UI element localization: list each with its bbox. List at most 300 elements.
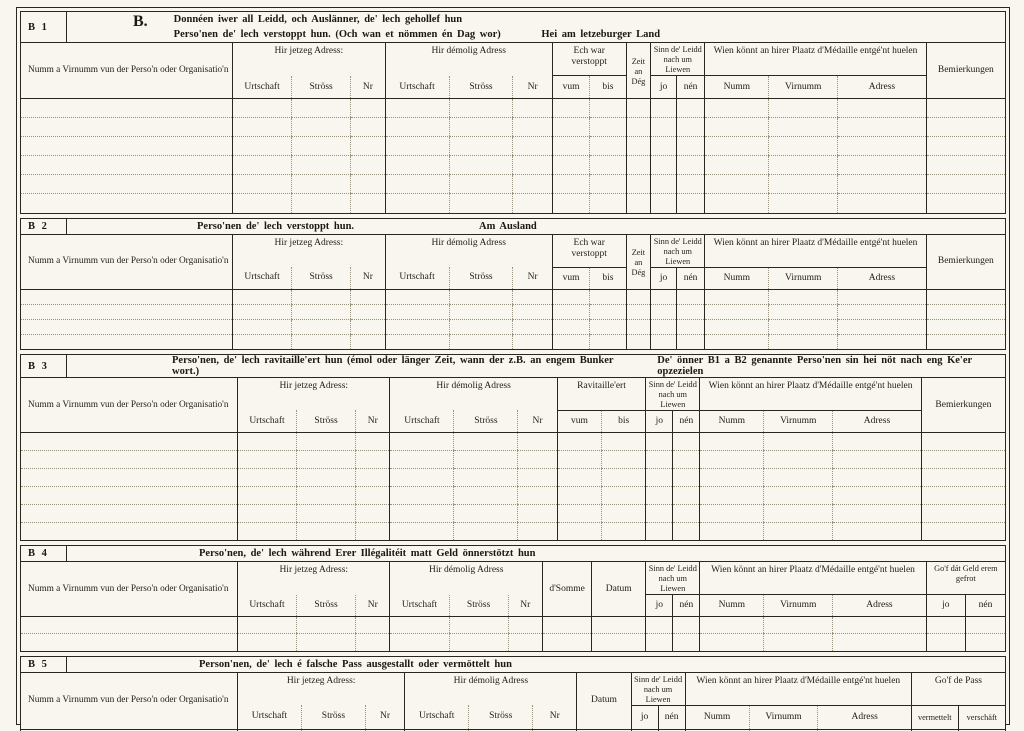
subheader-jo: jo <box>631 705 658 729</box>
entry-cell <box>297 486 356 504</box>
entry-cell <box>764 432 833 450</box>
entry-cell <box>297 504 356 522</box>
entry-cell <box>351 289 385 304</box>
entry-cell <box>590 289 626 304</box>
entry-cell <box>552 137 589 156</box>
entry-cell <box>233 118 292 137</box>
entry-cell <box>833 504 922 522</box>
subheader-stross: Ströss <box>292 267 351 289</box>
entry-cell <box>676 99 705 118</box>
b5-section-label: B 5 <box>21 657 67 672</box>
entry-cell <box>385 319 449 334</box>
subheader-stross: Ströss <box>297 595 356 617</box>
entry-cell <box>764 522 833 540</box>
entry-cell <box>833 522 922 540</box>
entry-cell <box>926 156 1005 175</box>
entry-cell <box>233 304 292 319</box>
entry-cell <box>449 175 513 194</box>
b3-section-label: B 3 <box>21 355 67 377</box>
former-address-header: Hir démolig Adress <box>390 562 543 594</box>
entry-cell <box>385 194 449 213</box>
entry-cell <box>602 468 646 486</box>
entry-cell <box>646 634 673 651</box>
medal-column-header: Wien könnt an hirer Plaatz d'Médaille entgé'nt huelen <box>700 378 921 410</box>
entry-cell <box>626 175 651 194</box>
entry-cell <box>673 522 700 540</box>
entry-cell <box>676 289 705 304</box>
subheader-nr: Nr <box>513 76 552 99</box>
entry-cell <box>292 156 351 175</box>
entry-cell <box>838 194 927 213</box>
subheader-bis: bis <box>590 76 626 99</box>
entry-cell <box>926 137 1005 156</box>
entry-cell <box>926 289 1005 304</box>
subheader-nen: nén <box>676 267 705 289</box>
subheader-bis: bis <box>590 267 626 289</box>
entry-row <box>21 304 1005 319</box>
entry-cell <box>838 118 927 137</box>
entry-cell <box>651 194 677 213</box>
b1-title-line2-text: Perso'nen de' lech verstoppt hun. (Och wan et nömmen én Dag wor) <box>173 28 501 40</box>
entry-cell <box>602 504 646 522</box>
entry-cell <box>518 468 557 486</box>
entry-cell <box>237 504 296 522</box>
entry-cell <box>764 504 833 522</box>
entry-cell <box>385 99 449 118</box>
entry-cell <box>552 118 589 137</box>
entry-cell <box>673 468 700 486</box>
entry-cell <box>700 450 764 468</box>
b1-section-label: B 1 <box>21 12 67 42</box>
entry-cell <box>626 137 651 156</box>
form-sheet <box>16 7 1010 725</box>
subheader-virnumm: Virnumm <box>764 410 833 432</box>
entry-cell <box>237 617 296 634</box>
entry-cell <box>351 156 385 175</box>
medal-column-header: Wien könnt an hirer Plaatz d'Médaille entgé'nt huelen <box>705 43 926 75</box>
entry-cell <box>764 617 833 634</box>
subheader-verschaft: verschäft <box>958 705 1005 729</box>
entry-row <box>21 334 1005 349</box>
entry-cell <box>297 617 356 634</box>
subheader-nr: Nr <box>351 267 385 289</box>
former-address-header: Hir démolig Adress <box>390 378 557 410</box>
entry-row <box>21 634 1005 651</box>
entry-cell <box>838 304 927 319</box>
entry-cell <box>926 118 1005 137</box>
subheader-virnumm: Virnumm <box>769 76 838 99</box>
subheader-nen: nén <box>673 410 700 432</box>
b4-section-label: B 4 <box>21 546 67 561</box>
entry-cell <box>838 156 927 175</box>
entry-cell <box>513 156 552 175</box>
entry-cell <box>518 504 557 522</box>
entry-cell <box>21 450 237 468</box>
entry-cell <box>297 432 356 450</box>
b1-title-line1: Donnéen iwer all Leidd, och Auslänner, de' lech gehollef hun <box>173 14 463 25</box>
alive-column-header: Sinn de' Leidd nach um Liewen <box>631 673 685 705</box>
entry-cell <box>769 137 838 156</box>
former-address-header: Hir démolig Adress <box>385 235 552 267</box>
entry-cell <box>552 194 589 213</box>
entry-cell <box>705 334 769 349</box>
b2-table <box>21 235 1005 349</box>
subheader-vum: vum <box>552 76 589 99</box>
subheader-nr: Nr <box>351 76 385 99</box>
entry-cell <box>646 504 673 522</box>
entry-cell <box>390 432 454 450</box>
entry-cell <box>454 468 518 486</box>
entry-cell <box>454 522 518 540</box>
entry-cell <box>356 450 390 468</box>
entry-cell <box>351 319 385 334</box>
entry-cell <box>449 118 513 137</box>
entry-cell <box>518 432 557 450</box>
subheader-adress: Adress <box>833 410 922 432</box>
ravitailleert-header: Ravitaille'ert <box>557 378 646 410</box>
entry-cell <box>626 334 651 349</box>
section-b2 <box>20 218 1006 350</box>
entry-cell <box>700 617 764 634</box>
entry-cell <box>297 634 356 651</box>
subheader-virnumm: Virnumm <box>764 595 833 617</box>
entry-cell <box>769 334 838 349</box>
entry-cell <box>838 289 927 304</box>
entry-cell <box>651 304 677 319</box>
entry-cell <box>966 617 1005 634</box>
entry-cell <box>351 304 385 319</box>
entry-cell <box>552 99 589 118</box>
entry-cell <box>390 450 454 468</box>
entry-cell <box>838 334 927 349</box>
entry-cell <box>390 504 454 522</box>
entry-cell <box>449 137 513 156</box>
entry-cell <box>351 194 385 213</box>
entry-row <box>21 319 1005 334</box>
subheader-urtschaft: Urtschaft <box>385 267 449 289</box>
entry-cell <box>921 522 1005 540</box>
entry-cell <box>651 156 677 175</box>
hidden-period-header: Ech war verstoppt <box>552 43 626 75</box>
entry-cell <box>351 99 385 118</box>
entry-cell <box>21 118 233 137</box>
entry-cell <box>233 289 292 304</box>
entry-cell <box>557 468 601 486</box>
entry-cell <box>673 617 700 634</box>
entry-cell <box>673 450 700 468</box>
entry-cell <box>356 617 390 634</box>
zeit-column-header: Zeit an Dég <box>626 43 651 98</box>
entry-cell <box>449 99 513 118</box>
section-b4 <box>20 545 1006 651</box>
entry-cell <box>700 468 764 486</box>
entry-cell <box>449 634 508 651</box>
entry-row <box>21 486 1005 504</box>
entry-cell <box>21 304 233 319</box>
entry-cell <box>921 432 1005 450</box>
alive-column-header: Sinn de' Leidd nach um Liewen <box>651 43 705 75</box>
subheader-urtschaft: Urtschaft <box>233 267 292 289</box>
entry-cell <box>769 99 838 118</box>
subheader-nr: Nr <box>533 705 577 729</box>
entry-cell <box>673 486 700 504</box>
entry-cell <box>390 468 454 486</box>
entry-cell <box>513 118 552 137</box>
entry-cell <box>390 634 449 651</box>
entry-cell <box>390 486 454 504</box>
b3-title: Perso'nen, de' lech ravitaille'ert hun (émol oder länger Zeit, wann der z.B. an engem Bunker wort.) <box>172 355 614 378</box>
b1-titles <box>174 12 660 42</box>
entry-cell <box>646 450 673 468</box>
entry-cell <box>518 450 557 468</box>
subheader-stross: Ströss <box>292 76 351 99</box>
entry-cell <box>590 175 626 194</box>
entry-cell <box>676 118 705 137</box>
entry-cell <box>237 522 296 540</box>
entry-cell <box>602 432 646 450</box>
entry-cell <box>557 522 601 540</box>
entry-cell <box>590 156 626 175</box>
b5-table <box>21 673 1005 731</box>
name-column-header: Numm a Virnumm vun der Perso'n oder Organisatio'n <box>21 235 233 289</box>
zeit-column-header: Zeit an Dég <box>626 235 651 289</box>
entry-cell <box>651 137 677 156</box>
subheader-adress: Adress <box>838 76 927 99</box>
entry-cell <box>673 504 700 522</box>
entry-cell <box>292 289 351 304</box>
entry-cell <box>356 468 390 486</box>
entry-cell <box>676 194 705 213</box>
entry-cell <box>449 194 513 213</box>
entry-cell <box>926 334 1005 349</box>
entry-cell <box>626 156 651 175</box>
entry-cell <box>508 617 542 634</box>
current-address-header: Hir jetzeg Adress: <box>233 43 386 75</box>
entry-cell <box>292 118 351 137</box>
entry-cell <box>385 156 449 175</box>
entry-cell <box>764 450 833 468</box>
entry-cell <box>552 156 589 175</box>
entry-cell <box>769 118 838 137</box>
subheader-nen: nén <box>966 595 1005 617</box>
current-address-header: Hir jetzeg Adress: <box>237 562 390 594</box>
subheader-vermettelt: vermettelt <box>911 705 958 729</box>
entry-cell <box>646 486 673 504</box>
entry-cell <box>454 450 518 468</box>
entry-cell <box>764 468 833 486</box>
entry-cell <box>21 617 237 634</box>
entry-cell <box>651 319 677 334</box>
entry-cell <box>838 175 927 194</box>
medal-column-header: Wien könnt an hirer Plaatz d'Médaille entgé'nt huelen <box>685 673 911 705</box>
entry-cell <box>454 432 518 450</box>
entry-cell <box>921 486 1005 504</box>
entry-cell <box>673 634 700 651</box>
entry-cell <box>769 289 838 304</box>
entry-row <box>21 522 1005 540</box>
entry-cell <box>513 99 552 118</box>
entry-cell <box>21 137 233 156</box>
subheader-stross: Ströss <box>297 410 356 432</box>
entry-cell <box>552 175 589 194</box>
entry-cell <box>700 634 764 651</box>
entry-row <box>21 468 1005 486</box>
entry-cell <box>21 99 233 118</box>
entry-cell <box>21 522 237 540</box>
subheader-adress: Adress <box>838 267 927 289</box>
b2-titlebar <box>21 219 1005 235</box>
entry-cell <box>592 617 646 634</box>
entry-cell <box>651 334 677 349</box>
b1-location-label: Hei am letzeburger Land <box>541 28 661 40</box>
remarks-column-header: Bemierkungen <box>926 43 1005 98</box>
entry-cell <box>926 617 965 634</box>
entry-cell <box>449 319 513 334</box>
remarks-column-header: Bemierkungen <box>921 378 1005 432</box>
entry-cell <box>676 334 705 349</box>
entry-cell <box>769 175 838 194</box>
entry-cell <box>21 334 233 349</box>
subheader-nr: Nr <box>513 267 552 289</box>
subheader-nr: Nr <box>518 410 557 432</box>
entry-cell <box>21 486 237 504</box>
entry-cell <box>513 175 552 194</box>
entry-row <box>21 194 1005 213</box>
b1-entry-rows <box>21 99 1005 213</box>
subheader-jo: jo <box>926 595 965 617</box>
entry-cell <box>705 99 769 118</box>
entry-cell <box>705 118 769 137</box>
entry-cell <box>838 319 927 334</box>
subheader-jo: jo <box>646 410 673 432</box>
b3-note: De' önner B1 a B2 genannte Perso'nen sin hei nöt nach eng Ke'er opzezielen <box>657 355 972 378</box>
entry-cell <box>705 304 769 319</box>
entry-cell <box>513 334 552 349</box>
entry-cell <box>513 137 552 156</box>
entry-cell <box>385 175 449 194</box>
entry-cell <box>237 468 296 486</box>
entry-cell <box>449 617 508 634</box>
subheader-jo: jo <box>651 76 677 99</box>
b1-table <box>21 43 1005 212</box>
b3-titlebar <box>21 355 1005 378</box>
entry-row <box>21 137 1005 156</box>
entry-cell <box>351 334 385 349</box>
entry-cell <box>557 432 601 450</box>
entry-cell <box>838 137 927 156</box>
entry-row <box>21 99 1005 118</box>
subheader-adress: Adress <box>833 595 926 617</box>
entry-cell <box>518 486 557 504</box>
subheader-jo: jo <box>646 595 673 617</box>
entry-cell <box>542 634 591 651</box>
current-address-header: Hir jetzeg Adress: <box>237 673 404 705</box>
entry-cell <box>518 522 557 540</box>
entry-cell <box>237 450 296 468</box>
subheader-nr: Nr <box>508 595 542 617</box>
entry-cell <box>356 486 390 504</box>
entry-cell <box>590 99 626 118</box>
entry-cell <box>626 304 651 319</box>
subheader-adress: Adress <box>818 705 911 729</box>
datum-column-header: Datum <box>592 562 646 616</box>
subheader-nen: nén <box>673 595 700 617</box>
entry-row <box>21 156 1005 175</box>
entry-cell <box>233 156 292 175</box>
entry-cell <box>921 468 1005 486</box>
b3-table <box>21 378 1005 540</box>
entry-cell <box>356 634 390 651</box>
subheader-bis: bis <box>602 410 646 432</box>
name-column-header: Numm a Virnumm vun der Perso'n oder Organisatio'n <box>21 378 237 432</box>
entry-cell <box>769 319 838 334</box>
entry-cell <box>21 468 237 486</box>
medal-column-header: Wien könnt an hirer Plaatz d'Médaille entgé'nt huelen <box>705 235 926 267</box>
b4-title: Perso'nen, de' lech während Erer Illégalitéit matt Geld önnerstötzt hun <box>199 548 536 560</box>
section-b1 <box>20 11 1006 214</box>
entry-cell <box>926 99 1005 118</box>
entry-cell <box>390 617 449 634</box>
entry-cell <box>351 118 385 137</box>
entry-cell <box>590 194 626 213</box>
subheader-vum: vum <box>552 267 589 289</box>
entry-cell <box>646 522 673 540</box>
datum-column-header: Datum <box>577 673 631 729</box>
entry-cell <box>700 522 764 540</box>
entry-cell <box>833 432 922 450</box>
subheader-virnumm: Virnumm <box>749 705 818 729</box>
subheader-numm: Numm <box>685 705 749 729</box>
entry-cell <box>764 634 833 651</box>
subheader-numm: Numm <box>705 76 769 99</box>
entry-row <box>21 617 1005 634</box>
entry-cell <box>602 450 646 468</box>
current-address-header: Hir jetzeg Adress: <box>233 235 386 267</box>
subheader-nr: Nr <box>365 705 404 729</box>
entry-cell <box>626 319 651 334</box>
subheader-urtschaft: Urtschaft <box>390 410 454 432</box>
entry-cell <box>646 468 673 486</box>
entry-cell <box>552 334 589 349</box>
former-address-header: Hir démolig Adress <box>385 43 552 75</box>
medal-column-header: Wien könnt an hirer Plaatz d'Médaille entgé'nt huelen <box>700 562 926 594</box>
entry-cell <box>385 304 449 319</box>
subheader-stross: Ströss <box>449 76 513 99</box>
entry-row <box>21 289 1005 304</box>
remarks-column-header: Bemierkungen <box>926 235 1005 289</box>
subheader-nen: nén <box>676 76 705 99</box>
b5-titlebar <box>21 657 1005 673</box>
entry-cell <box>676 319 705 334</box>
hidden-period-header: Ech war verstoppt <box>552 235 626 267</box>
entry-cell <box>590 319 626 334</box>
entry-cell <box>385 118 449 137</box>
entry-cell <box>351 137 385 156</box>
b1-title-line2 <box>174 28 660 43</box>
subheader-nr: Nr <box>356 410 390 432</box>
entry-cell <box>233 99 292 118</box>
b1-titlebar <box>21 12 1005 43</box>
entry-cell <box>557 504 601 522</box>
subheader-stross: Ströss <box>301 705 365 729</box>
entry-cell <box>233 334 292 349</box>
entry-cell <box>700 504 764 522</box>
entry-cell <box>651 118 677 137</box>
entry-cell <box>508 634 542 651</box>
b2-location-label: Am Ausland <box>479 220 537 232</box>
entry-cell <box>21 319 233 334</box>
b2-title: Perso'nen de' lech verstoppt hun. <box>197 220 355 232</box>
